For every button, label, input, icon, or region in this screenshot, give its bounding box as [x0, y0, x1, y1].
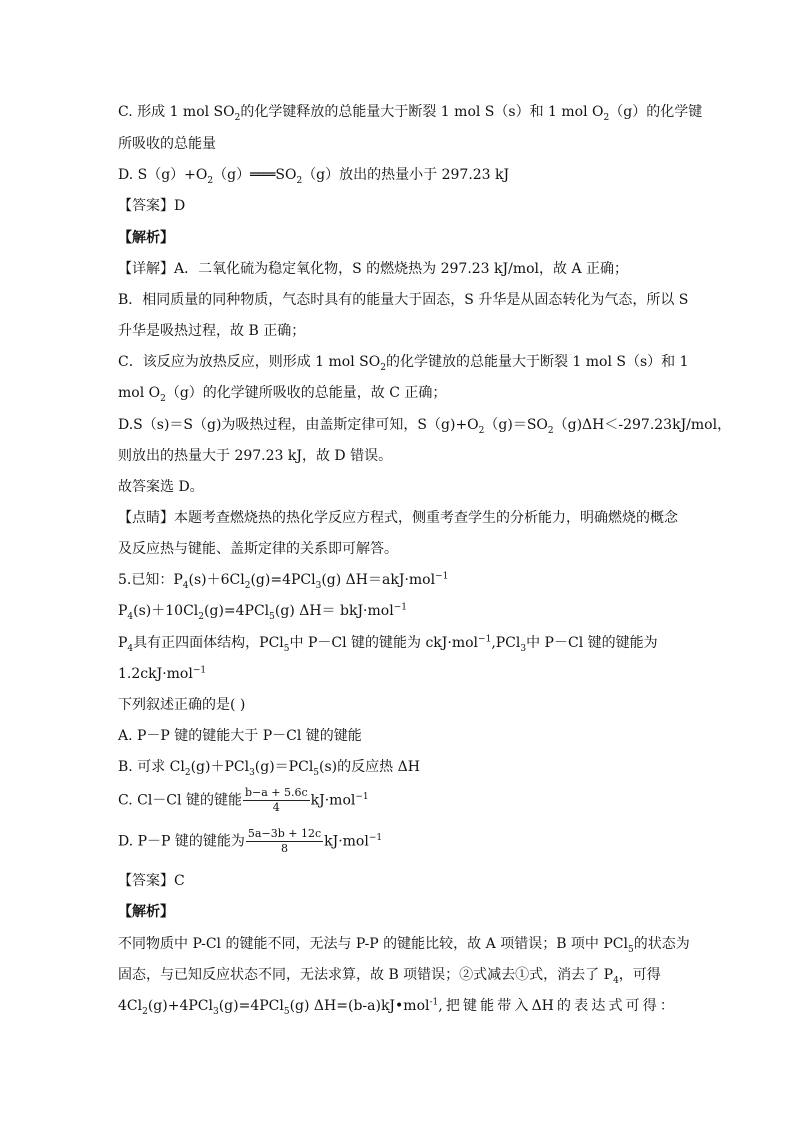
explanation-line3 [118, 996, 674, 1016]
option-c-line1: C. 形成 1 mol $SO_2$的化学键释放的总能量大于断裂 1 mol S（s）和 1 mol $O_2(g)$的化学键 [118, 104, 703, 123]
justified-char: ： [659, 998, 674, 1014]
justified-char: 能 [480, 998, 495, 1014]
justified-char: 入 [514, 998, 529, 1014]
detail-a: 【详解】A．二氧化硫为稳定氧化物，S 的燃烧热为 297.23 kJ/mol，故 A 正确； [118, 261, 629, 277]
comment-line1: 【点睛】本题考查燃烧热的热化学反应方程式，侧重考查学生的分析能力，明确燃烧的概念 [118, 510, 678, 526]
question5-option-d: D. P－P 键的键能为 $\frac{5a-3b + 12c}{8}$ kJ·mol$^{-1}$ [118, 827, 383, 855]
answer-label-2: 【答案】C [118, 873, 185, 889]
justified-char: ΔH [531, 998, 554, 1014]
justified-char: 得 [642, 998, 657, 1014]
justified-char: 的 [557, 998, 572, 1014]
option-c-line2: 所吸收的总能量 [118, 136, 216, 152]
question5-eq2: $P_4(s)+10Cl_2(g)=4PCl_5(g)$ ΔH＝ bkJ·mol$^{-1}$ [118, 602, 407, 622]
option-d: D. $S(g)+O_2(g)═══SO_2(g)$放出的热量小于 297.23 kJ [118, 167, 510, 186]
detail-c-line2: mol $O_2(g)$的化学键所吸收的总能量，故 C 正确； [118, 385, 447, 404]
comment-line2: 及反应热与键能、盖斯定律的关系即可解答。 [118, 541, 398, 557]
question5-option-c: C. Cl－Cl 键的键能 $\frac{b-a + 5.6c}{4}$ kJ·mol$^{-1}$ [118, 786, 369, 814]
justified-char: 带 [497, 998, 512, 1014]
detail-b-line1: B．相同质量的同种物质，气态时具有的能量大于固态，S 升华是从固态转化为气态，所以 S [118, 292, 689, 308]
question5-eq1: 5.已知：$P_4(s)+6Cl_2(g)=4PCl_3(g)$ ΔH＝akJ·mol$^{-1}$ [118, 571, 449, 591]
fraction-option-c: $\frac{b-a + 5.6c}{4}$ [244, 786, 308, 814]
analysis-label-2: 【解析】 [118, 904, 174, 920]
detail-d-line1: D.S（s)＝S（g)为吸热过程，由盖斯定律可知，$S(g)+O_2(g)=SO_2(g)\Delta H<-297.23kJ$/mol， [118, 417, 732, 436]
question5-option-a: A. P－P 键的键能大于 P－Cl 键的键能 [118, 728, 362, 744]
explanation-line1: 不同物质中 P-Cl 的键能不同，无法与 P-P 的键能比较，故 A 项错误；B 项中 PCl$_5$的状态为 [118, 936, 690, 955]
answer-label-1: 【答案】D [118, 198, 186, 214]
question5-prompt: 下列叙述正确的是( ) [118, 697, 246, 713]
detail-c-line1: C．该反应为放热反应，则形成 1 mol $SO_2$的化学键放的总能量大于断裂 1 mol S（s）和 1 [118, 354, 689, 373]
choose-answer: 故答案选 D。 [118, 479, 204, 495]
justified-char: 可 [625, 998, 640, 1014]
justified-char: 把 [445, 998, 460, 1014]
explanation-line2: 固态，与已知反应状态不同，无法求算，故 B 项错误；②式减去①式，消去了 $P_4$，可得 [118, 967, 661, 986]
justified-char: 式 [608, 998, 623, 1014]
question5-option-b: B. 可求 $Cl_2(g)+PCl_3(g)=PCl_5(s)$的反应热 ΔH [118, 759, 420, 778]
detail-b-line2: 升华是吸热过程，故 B 正确； [118, 323, 306, 339]
justified-char: 表 [574, 998, 589, 1014]
explanation-formula: $4Cl_2(g)+4PCl_3(g)=4PCl_5(g)$ ΔH=(b-a)kJ•mol$^{-1}$, [118, 997, 443, 1017]
justified-char: 键 [463, 998, 477, 1014]
justified-char: 达 [591, 998, 606, 1014]
question5-structure-line2: 1.2ckJ·mol$^{-1}$ [118, 665, 207, 682]
fraction-option-d: $\frac{5a-3b + 12c}{8}$ [247, 827, 322, 855]
question5-structure-line1: $P_4$具有正四面体结构，PCl$_5$中 P－Cl 键的键能为 ckJ·mol$^{-1}$,PCl$_3$中 P－Cl 键的键能为 [118, 634, 658, 654]
detail-d-line2: 则放出的热量大于 297.23 kJ，故 D 错误。 [118, 448, 393, 464]
analysis-label-1: 【解析】 [118, 230, 174, 246]
